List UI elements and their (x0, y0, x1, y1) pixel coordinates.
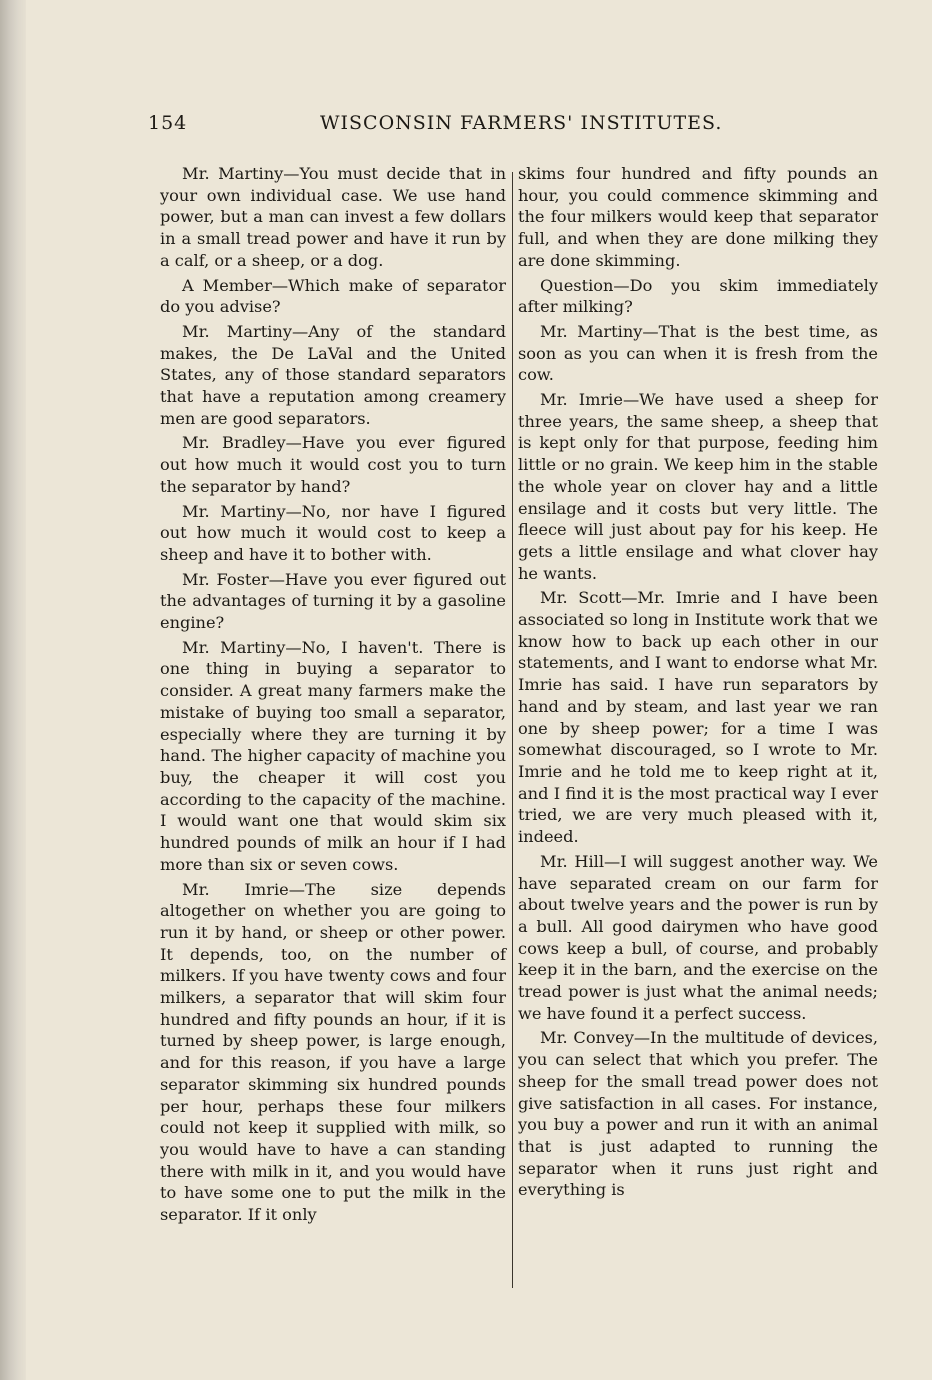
paragraph: Mr. Martiny—That is the best time, as soon as you can when it is fresh from the cow. (518, 321, 878, 385)
paragraph: Mr. Martiny—No, nor have I figured out how much it would cost to keep a sheep and have it to bother with. (160, 501, 506, 564)
paragraph: Mr. Martiny—Any of the standard makes, the De LaVal and the United States, any of those standard separators that have a reputation among creamery men are good separators. (160, 321, 506, 428)
page-binding-shadow (0, 0, 26, 1380)
left-column (160, 163, 506, 1229)
paragraph: A Member—Which make of separator do you advise? (160, 275, 506, 317)
paragraph: Mr. Imrie—The size depends altogether on whether you are going to run it by hand, or sheep or other power. It depends, too, on the number of milkers. If you have twenty cows and four milkers, a separator that will skim four hundred and fifty pounds an hour, if it is turned by sheep power, is large enough, and for this reason, if you have a large separator skimming six hundred pounds per hour, perhaps these four milkers could not keep it supplied with milk, so you would have to have a can standing there with milk in it, and you would have to have some one to put the milk in the separator. If it only (160, 879, 506, 1225)
paragraph: Question—Do you skim immediately after milking? (518, 275, 878, 317)
paragraph: Mr. Scott—Mr. Imrie and I have been associated so long in Institute work that we know how to back up each other in our statements, and I want to endorse what Mr. Imrie has said. I have run separators by hand and by steam, and last year we ran one by sheep power; for a time I was somewhat discouraged, so I wrote to Mr. Imrie and he told me to keep right at it, and I find it is the most practical way I ever tried, we are very much pleased with it, indeed. (518, 588, 878, 847)
page-number: 154 (148, 112, 188, 134)
paragraph-continuation: skims four hundred and fifty pounds an hour, you could commence skimming and the four milkers would keep that separator full, and when they are done milking they are done skimming. (518, 164, 878, 270)
right-column (518, 163, 878, 1204)
paragraph: Mr. Foster—Have you ever figured out the advantages of turning it by a gasoline engine? (160, 569, 506, 633)
paragraph: Mr. Imrie—We have used a sheep for three years, the same sheep, a sheep that is kept only for that purpose, feeding him little or no grain. We keep him in the stable the whole year on clover hay and a little ensilage and it costs but very little. The fleece will just about pay for his keep. He gets a little ensilage and what clover hay he wants. (518, 390, 878, 583)
book-page (26, 0, 932, 1380)
paragraph: Mr. Martiny—No, I haven't. There is one thing in buying a separator to consider. A great many farmers make the mistake of buying too small a separator, especially where they are turning it by hand. The higher capacity of machine you buy, the cheaper it will cost you according to the capacity of the machine. I would want one that would skim six hundred pounds of milk an hour if I had more than six or seven cows. (160, 637, 506, 874)
paragraph: Mr. Bradley—Have you ever figured out how much it would cost you to turn the separator by hand? (160, 433, 506, 496)
page-header (148, 112, 748, 142)
running-head: WISCONSIN FARMERS' INSTITUTES. (320, 112, 723, 134)
column-divider (512, 172, 513, 1288)
paragraph: Mr. Hill—I will suggest another way. We have separated cream on our farm for about twelve years and the power is run by a bull. All good dairymen who have good cows keep a bull, of course, and probably keep it in the barn, and the exercise on the tread power is just what the animal needs; we have found it a perfect success. (518, 851, 878, 1023)
paragraph: Mr. Martiny—You must decide that in your own individual case. We use hand power, but a man can invest a few dollars in a small tread power and have it run by a calf, or a sheep, or a dog. (160, 164, 506, 270)
paragraph: Mr. Convey—In the multitude of devices, you can select that which you prefer. The sheep for the small tread power does not give satisfaction in all cases. For instance, you buy a power and run it with an animal that is just adapted to running the separator when it runs just right and everything is (518, 1028, 878, 1200)
